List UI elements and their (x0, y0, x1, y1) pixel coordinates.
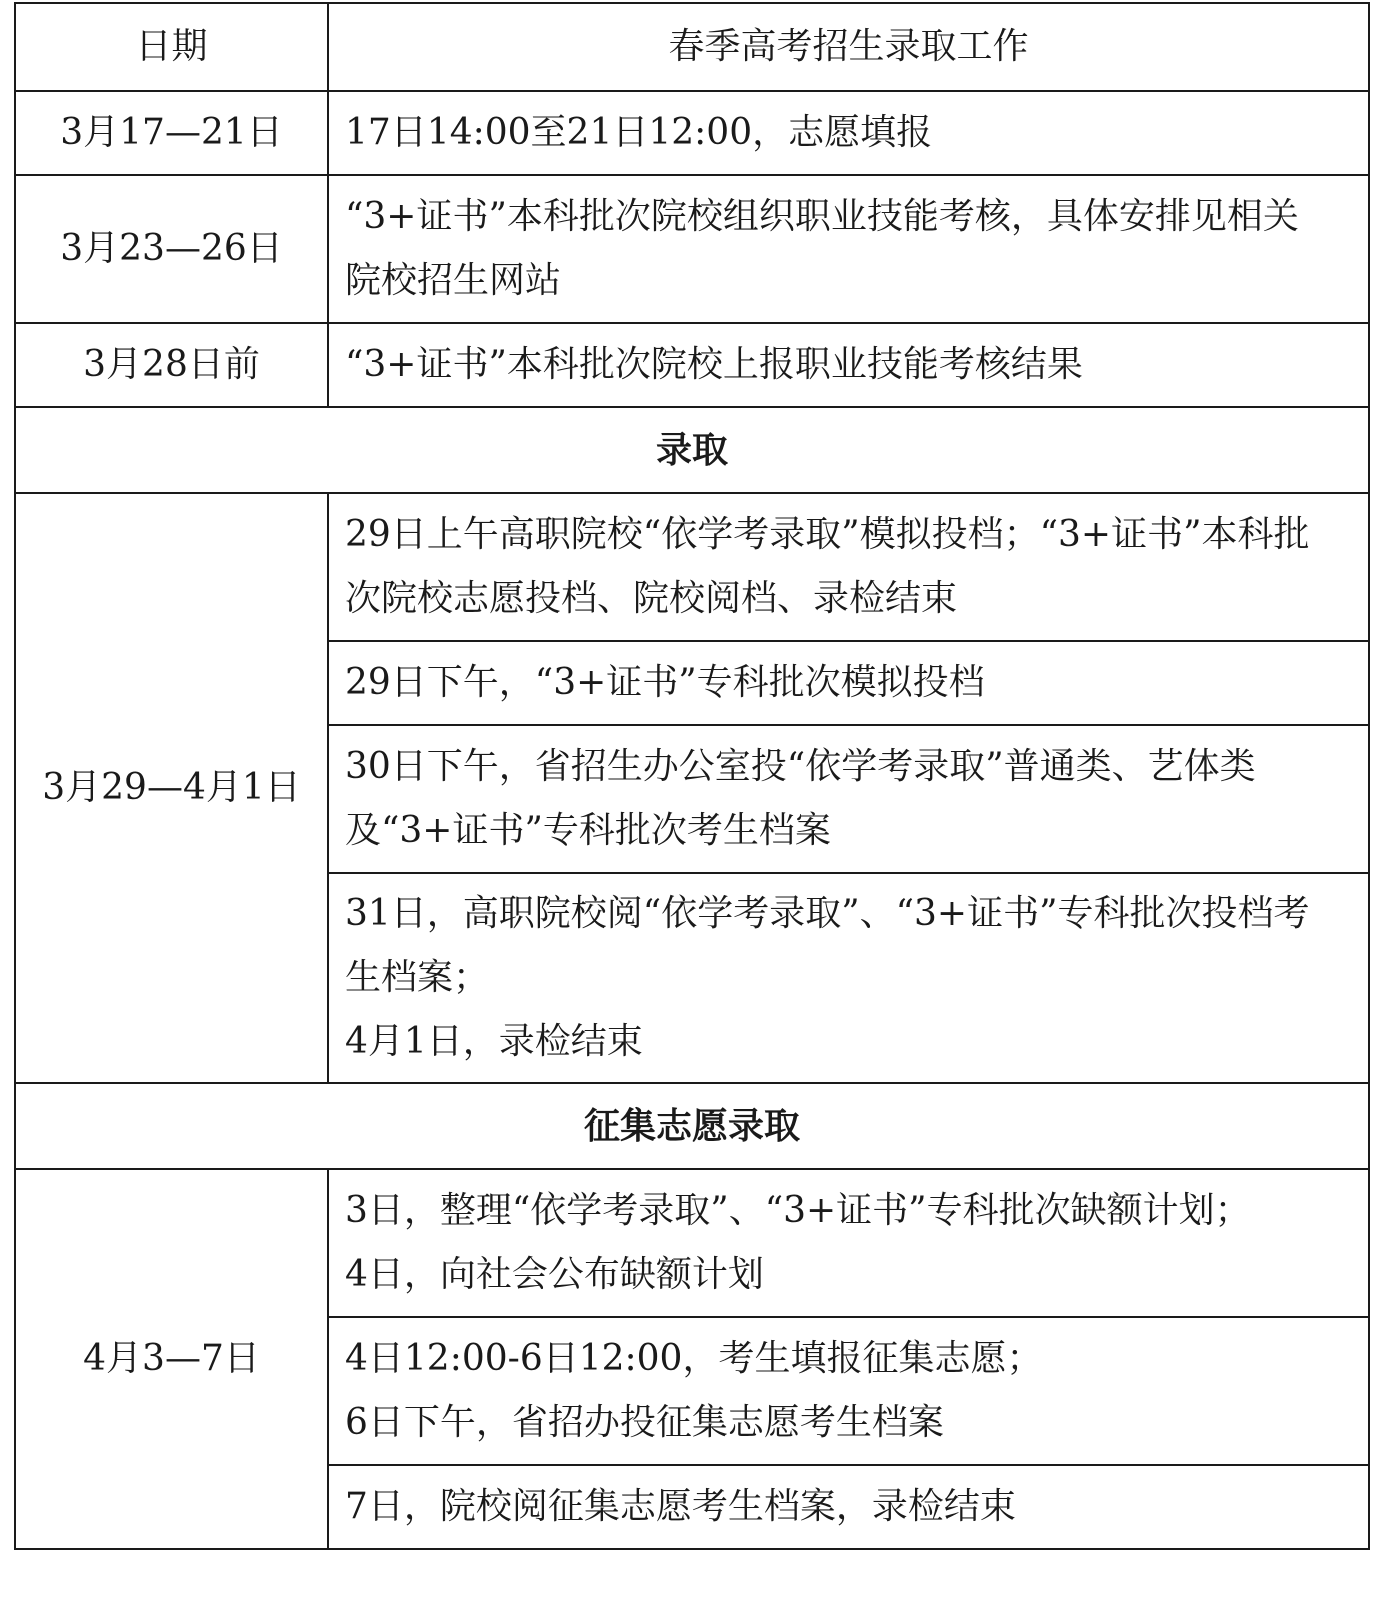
date-cell: 3月17—21日 (15, 91, 328, 175)
section-row-supplementary (15, 1083, 1369, 1169)
work-line: 4月1日，录检结束 (345, 1021, 643, 1062)
section-row-admission (15, 407, 1369, 493)
date-cell: 3月29—4月1日 (15, 493, 328, 1083)
work-cell (328, 641, 1369, 725)
work-line: 院校招生网站 (345, 260, 562, 301)
work-line: 29日上午高职院校“依学考录取”模拟投档；“3+证书”本科批 (345, 514, 1310, 555)
work-cell (328, 1317, 1369, 1465)
table-row (15, 175, 1369, 323)
work-line: “3+证书”本科批次院校组织职业技能考核，具体安排见相关 (345, 196, 1299, 237)
work-line: “3+证书”本科批次院校上报职业技能考核结果 (345, 344, 1083, 385)
table-row (15, 493, 1369, 641)
work-cell (328, 175, 1369, 323)
work-line: 29日下午，“3+证书”专科批次模拟投档 (345, 662, 985, 703)
header-work: 春季高考招生录取工作 (328, 3, 1369, 91)
table-header-row (15, 3, 1369, 91)
table-row (15, 91, 1369, 175)
admission-schedule-table (14, 2, 1370, 1550)
work-line: 4日12:00-6日12:00，考生填报征集志愿； (345, 1338, 1043, 1379)
work-cell (328, 873, 1369, 1083)
date-cell: 3月28日前 (15, 323, 328, 407)
work-line: 31日，高职院校阅“依学考录取”、“3+证书”专科批次投档考 (345, 893, 1310, 934)
work-line: 6日下午，省招办投征集志愿考生档案 (345, 1402, 944, 1443)
date-cell: 4月3—7日 (15, 1169, 328, 1549)
work-line: 4日，向社会公布缺额计划 (345, 1254, 764, 1295)
work-line: 次院校志愿投档、院校阅档、录检结束 (345, 578, 958, 619)
work-cell (328, 1465, 1369, 1549)
table-row (15, 1169, 1369, 1317)
work-line: 生档案； (345, 957, 490, 998)
section-title-supplementary: 征集志愿录取 (15, 1083, 1369, 1169)
work-cell (328, 493, 1369, 641)
work-cell (328, 1169, 1369, 1317)
date-cell: 3月23—26日 (15, 175, 328, 323)
work-cell (328, 725, 1369, 873)
work-cell (328, 323, 1369, 407)
work-line: 3日，整理“依学考录取”、“3+证书”专科批次缺额计划； (345, 1190, 1251, 1231)
work-line: 17日14:00至21日12:00，志愿填报 (345, 112, 933, 153)
header-date: 日期 (15, 3, 328, 91)
work-line: 及“3+证书”专科批次考生档案 (345, 810, 831, 851)
table-row (15, 323, 1369, 407)
section-title-admission: 录取 (15, 407, 1369, 493)
work-line: 30日下午，省招生办公室投“依学考录取”普通类、艺体类 (345, 746, 1256, 787)
work-line: 7日，院校阅征集志愿考生档案，录检结束 (345, 1486, 1016, 1527)
work-cell (328, 91, 1369, 175)
